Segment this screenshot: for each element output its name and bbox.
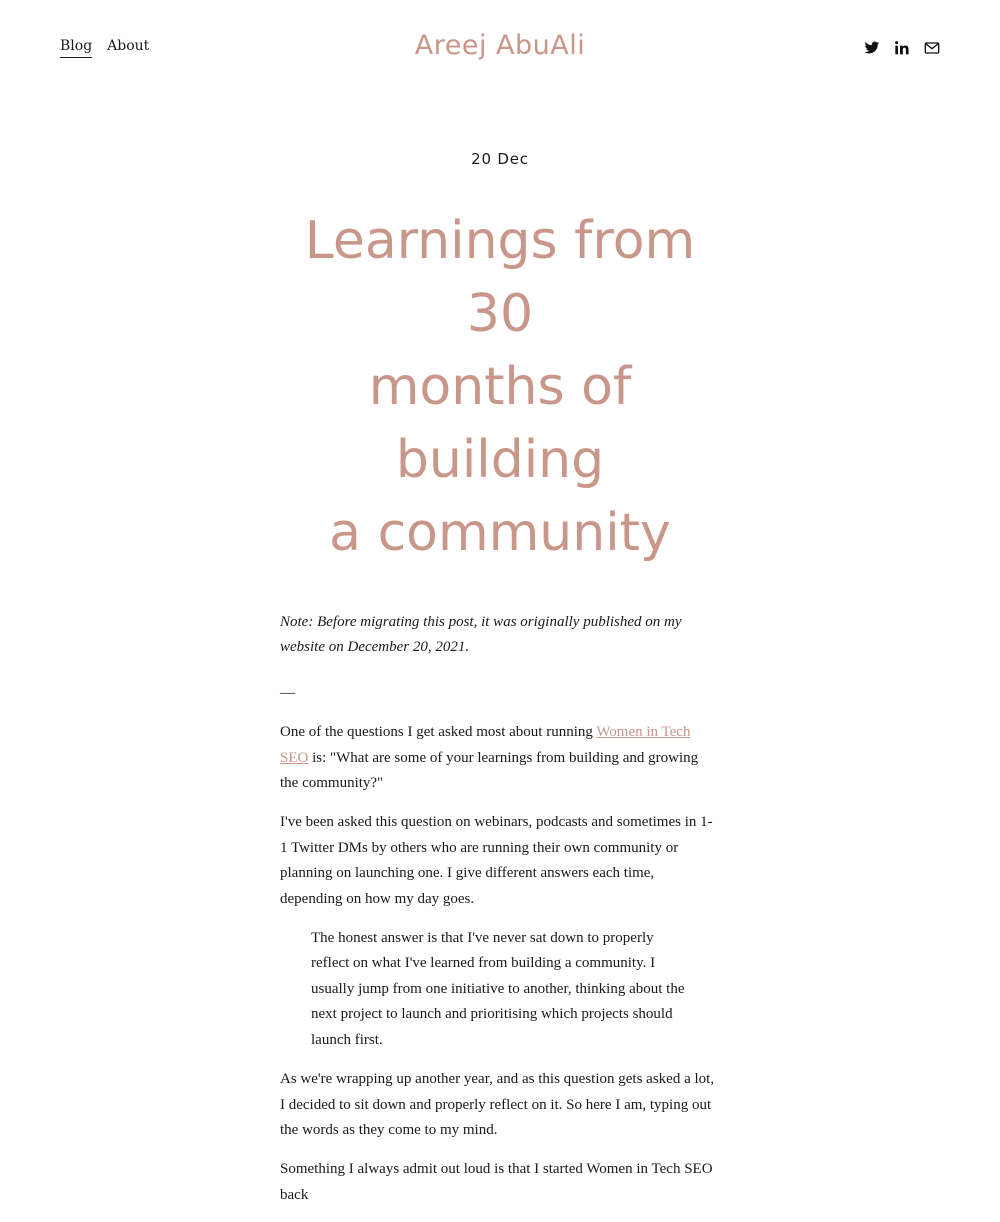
migration-note: Note: Before migrating this post, it was originally published on my website on December 20, 2021. xyxy=(280,614,682,656)
twitter-icon[interactable] xyxy=(864,40,880,56)
nav-item-blog[interactable]: Blog xyxy=(60,38,92,58)
nav-item-about[interactable]: About xyxy=(107,38,150,54)
social-links xyxy=(864,40,940,56)
email-icon[interactable] xyxy=(924,40,940,56)
post-date: 20 Dec xyxy=(471,150,529,168)
paragraph-text: One of the questions I get asked most about running xyxy=(280,724,597,741)
post-title-line: a community xyxy=(329,503,671,563)
post-title xyxy=(280,205,720,570)
paragraph-admission: Something I always admit out loud is that I started Women in Tech SEO back xyxy=(280,1161,713,1203)
linkedin-icon[interactable] xyxy=(894,40,910,56)
paragraph-context: I've been asked this question on webinars, podcasts and sometimes in 1-1 Twitter DMs by others who are running their own community or planning on launching one. I give different answers each time, depending on how my day goes. xyxy=(280,814,713,907)
paragraph-intro xyxy=(280,720,720,796)
women-in-tech-seo-link[interactable]: Women in Tech SEO xyxy=(280,724,691,766)
site-header xyxy=(0,0,1000,100)
blockquote: The honest answer is that I've never sat down to properly reflect on what I've learned from building a community. I usually jump from one initiative to another, thinking about the next project to launch and prioritising which projects should launch first. xyxy=(311,930,685,1048)
post-title-line: Learnings from 30 xyxy=(304,211,696,344)
site-title[interactable]: Areej AbuAli xyxy=(414,30,586,61)
paragraph-text: is: "What are some of your learnings from building and growing the community?" xyxy=(280,749,699,792)
paragraph-reflection: As we're wrapping up another year, and as this question gets asked a lot, I decided to sit down and properly reflect on it. So here I am, typing out the words as they come to my mind. xyxy=(280,1071,715,1138)
post-body xyxy=(280,610,720,1208)
post-title-line: months of building xyxy=(368,357,632,490)
article xyxy=(280,150,720,1222)
separator-dash: — xyxy=(280,684,295,701)
